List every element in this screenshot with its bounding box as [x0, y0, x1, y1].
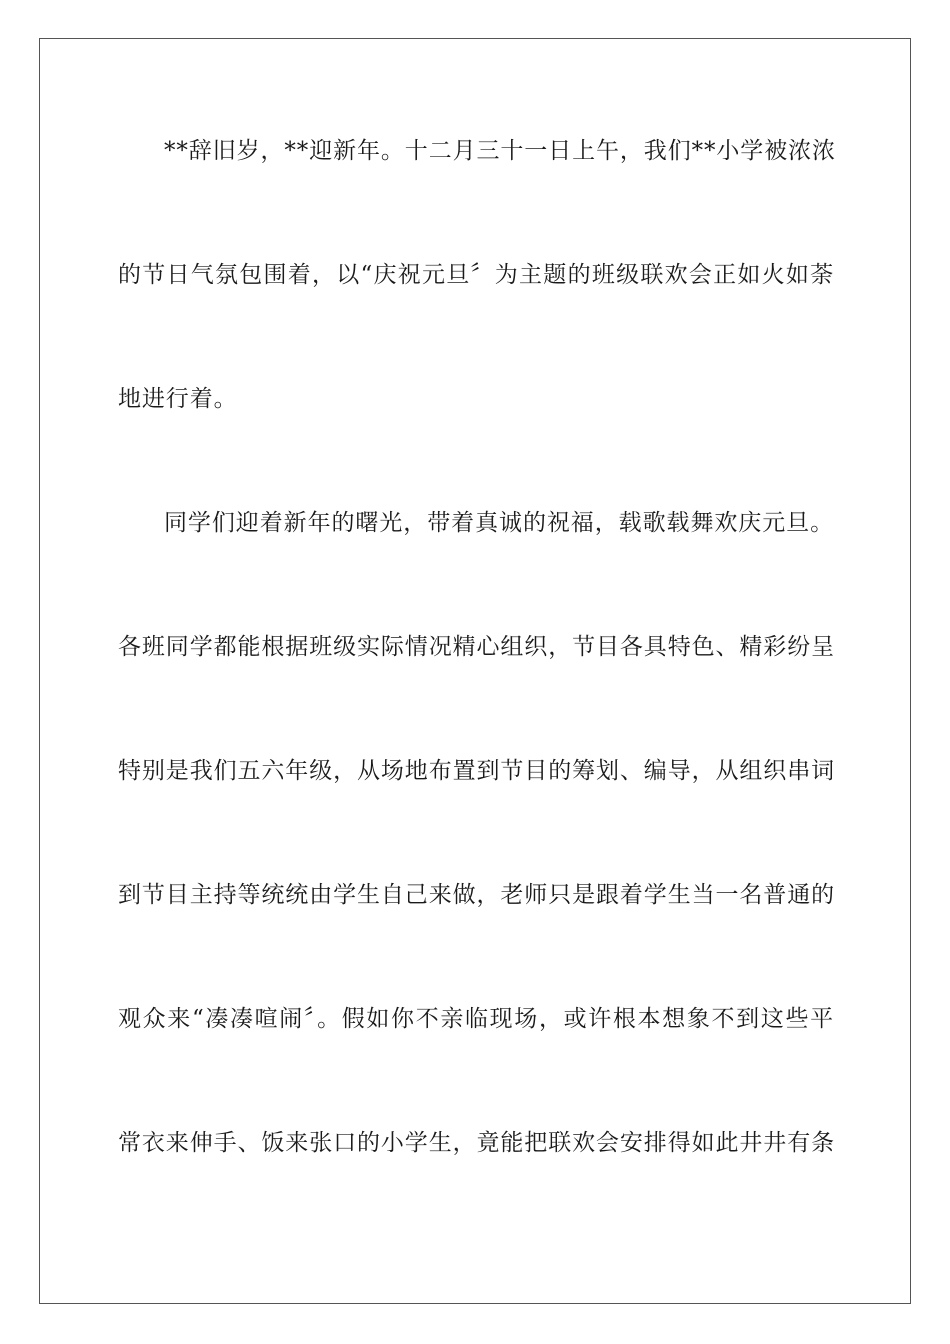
paragraph-2-line-2: 各班同学都能根据班级实际情况精心组织，节目各具特色、精彩纷呈 [118, 634, 835, 660]
paragraph-1-line-1: **辞旧岁，**迎新年。十二月三十一日上午，我们**小学被浓浓 [164, 138, 836, 164]
paragraph-1-line-2: 的节日气氛包围着，以“庆祝元旦〞为主题的班级联欢会正如火如荼 [118, 262, 834, 288]
paragraph-2-line-3: 特别是我们五六年级，从场地布置到节目的筹划、编导，从组织串词 [118, 758, 835, 784]
paragraph-2-line-1: 同学们迎着新年的曙光，带着真诚的祝福，载歌载舞欢庆元旦。 [164, 510, 834, 536]
paragraph-1-line-3: 地进行着。 [118, 386, 238, 412]
paragraph-2-line-6: 常衣来伸手、饭来张口的小学生，竟能把联欢会安排得如此井井有条 [118, 1130, 835, 1156]
page-border [39, 38, 911, 1304]
paragraph-2-line-5: 观众来“凑凑喧闹〞。假如你不亲临现场，或许根本想象不到这些平 [118, 1006, 834, 1032]
paragraph-2-line-4: 到节目主持等统统由学生自己来做，老师只是跟着学生当一名普通的 [118, 882, 835, 908]
